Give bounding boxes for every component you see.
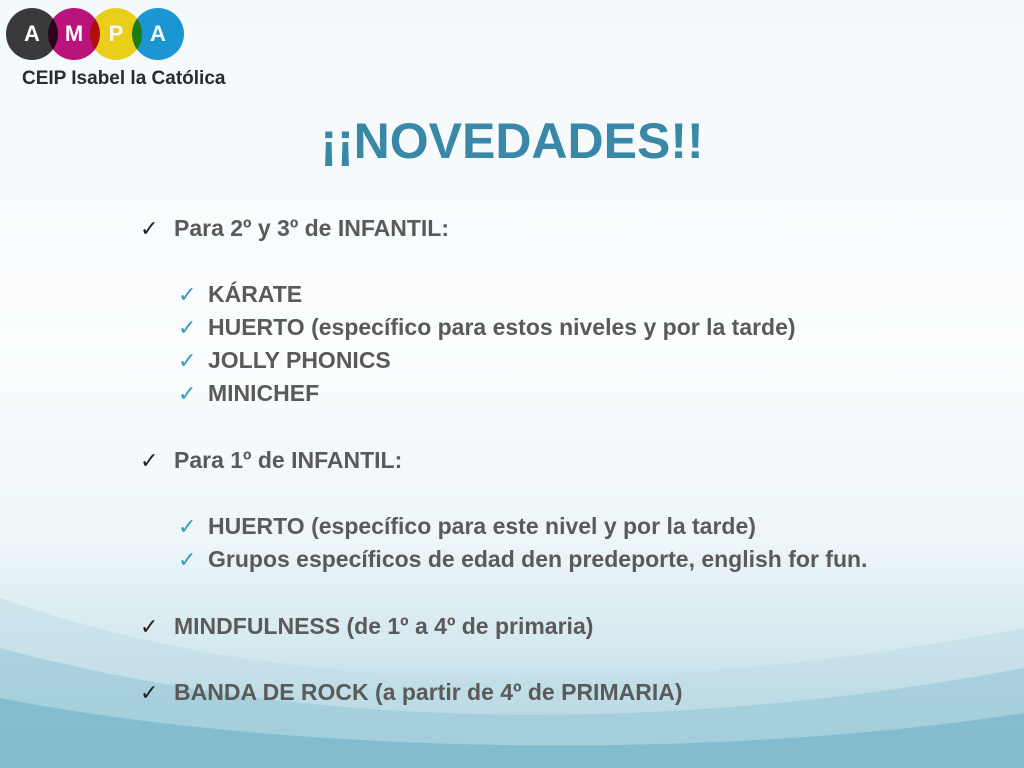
list-item: ✓ MINICHEF xyxy=(178,378,319,408)
list-item: ✓ Grupos específicos de edad den predeporte, english for fun. xyxy=(178,544,867,574)
checkmark-icon: ✓ xyxy=(140,217,159,242)
list-item: ✓ JOLLY PHONICS xyxy=(178,345,391,375)
list-item: ✓ KÁRATE xyxy=(178,279,302,309)
logo-letter-m: M xyxy=(48,8,100,60)
section-heading-mindfulness: ✓ MINDFULNESS (de 1º a 4º de primaria) xyxy=(140,611,593,641)
section-heading-2-3-infantil: ✓ Para 2º y 3º de INFANTIL: xyxy=(140,213,449,243)
checkmark-icon: ✓ xyxy=(178,316,197,341)
checkmark-icon: ✓ xyxy=(140,615,159,640)
section-heading-1-infantil: ✓ Para 1º de INFANTIL: xyxy=(140,445,402,475)
checkmark-icon: ✓ xyxy=(140,449,159,474)
list-item: ✓ HUERTO (específico para este nivel y por la tarde) xyxy=(178,511,756,541)
ampa-logo xyxy=(6,8,266,98)
checkmark-icon: ✓ xyxy=(178,515,197,540)
checkmark-icon: ✓ xyxy=(140,681,159,706)
checkmark-icon: ✓ xyxy=(178,283,197,308)
section-heading-banda-de-rock: ✓ BANDA DE ROCK (a partir de 4º de PRIMARIA) xyxy=(140,677,682,707)
slide-title: ¡¡NOVEDADES!! xyxy=(320,113,704,169)
logo-letter-p: P xyxy=(90,8,142,60)
list-item: ✓ HUERTO (específico para estos niveles y por la tarde) xyxy=(178,312,796,342)
checkmark-icon: ✓ xyxy=(178,382,197,407)
school-name: CEIP Isabel la Católica xyxy=(22,68,226,89)
checkmark-icon: ✓ xyxy=(178,349,197,374)
logo-circles xyxy=(6,8,266,62)
logo-letter-a2: A xyxy=(132,8,184,60)
checkmark-icon: ✓ xyxy=(178,548,197,573)
logo-letter-a: A xyxy=(6,8,58,60)
